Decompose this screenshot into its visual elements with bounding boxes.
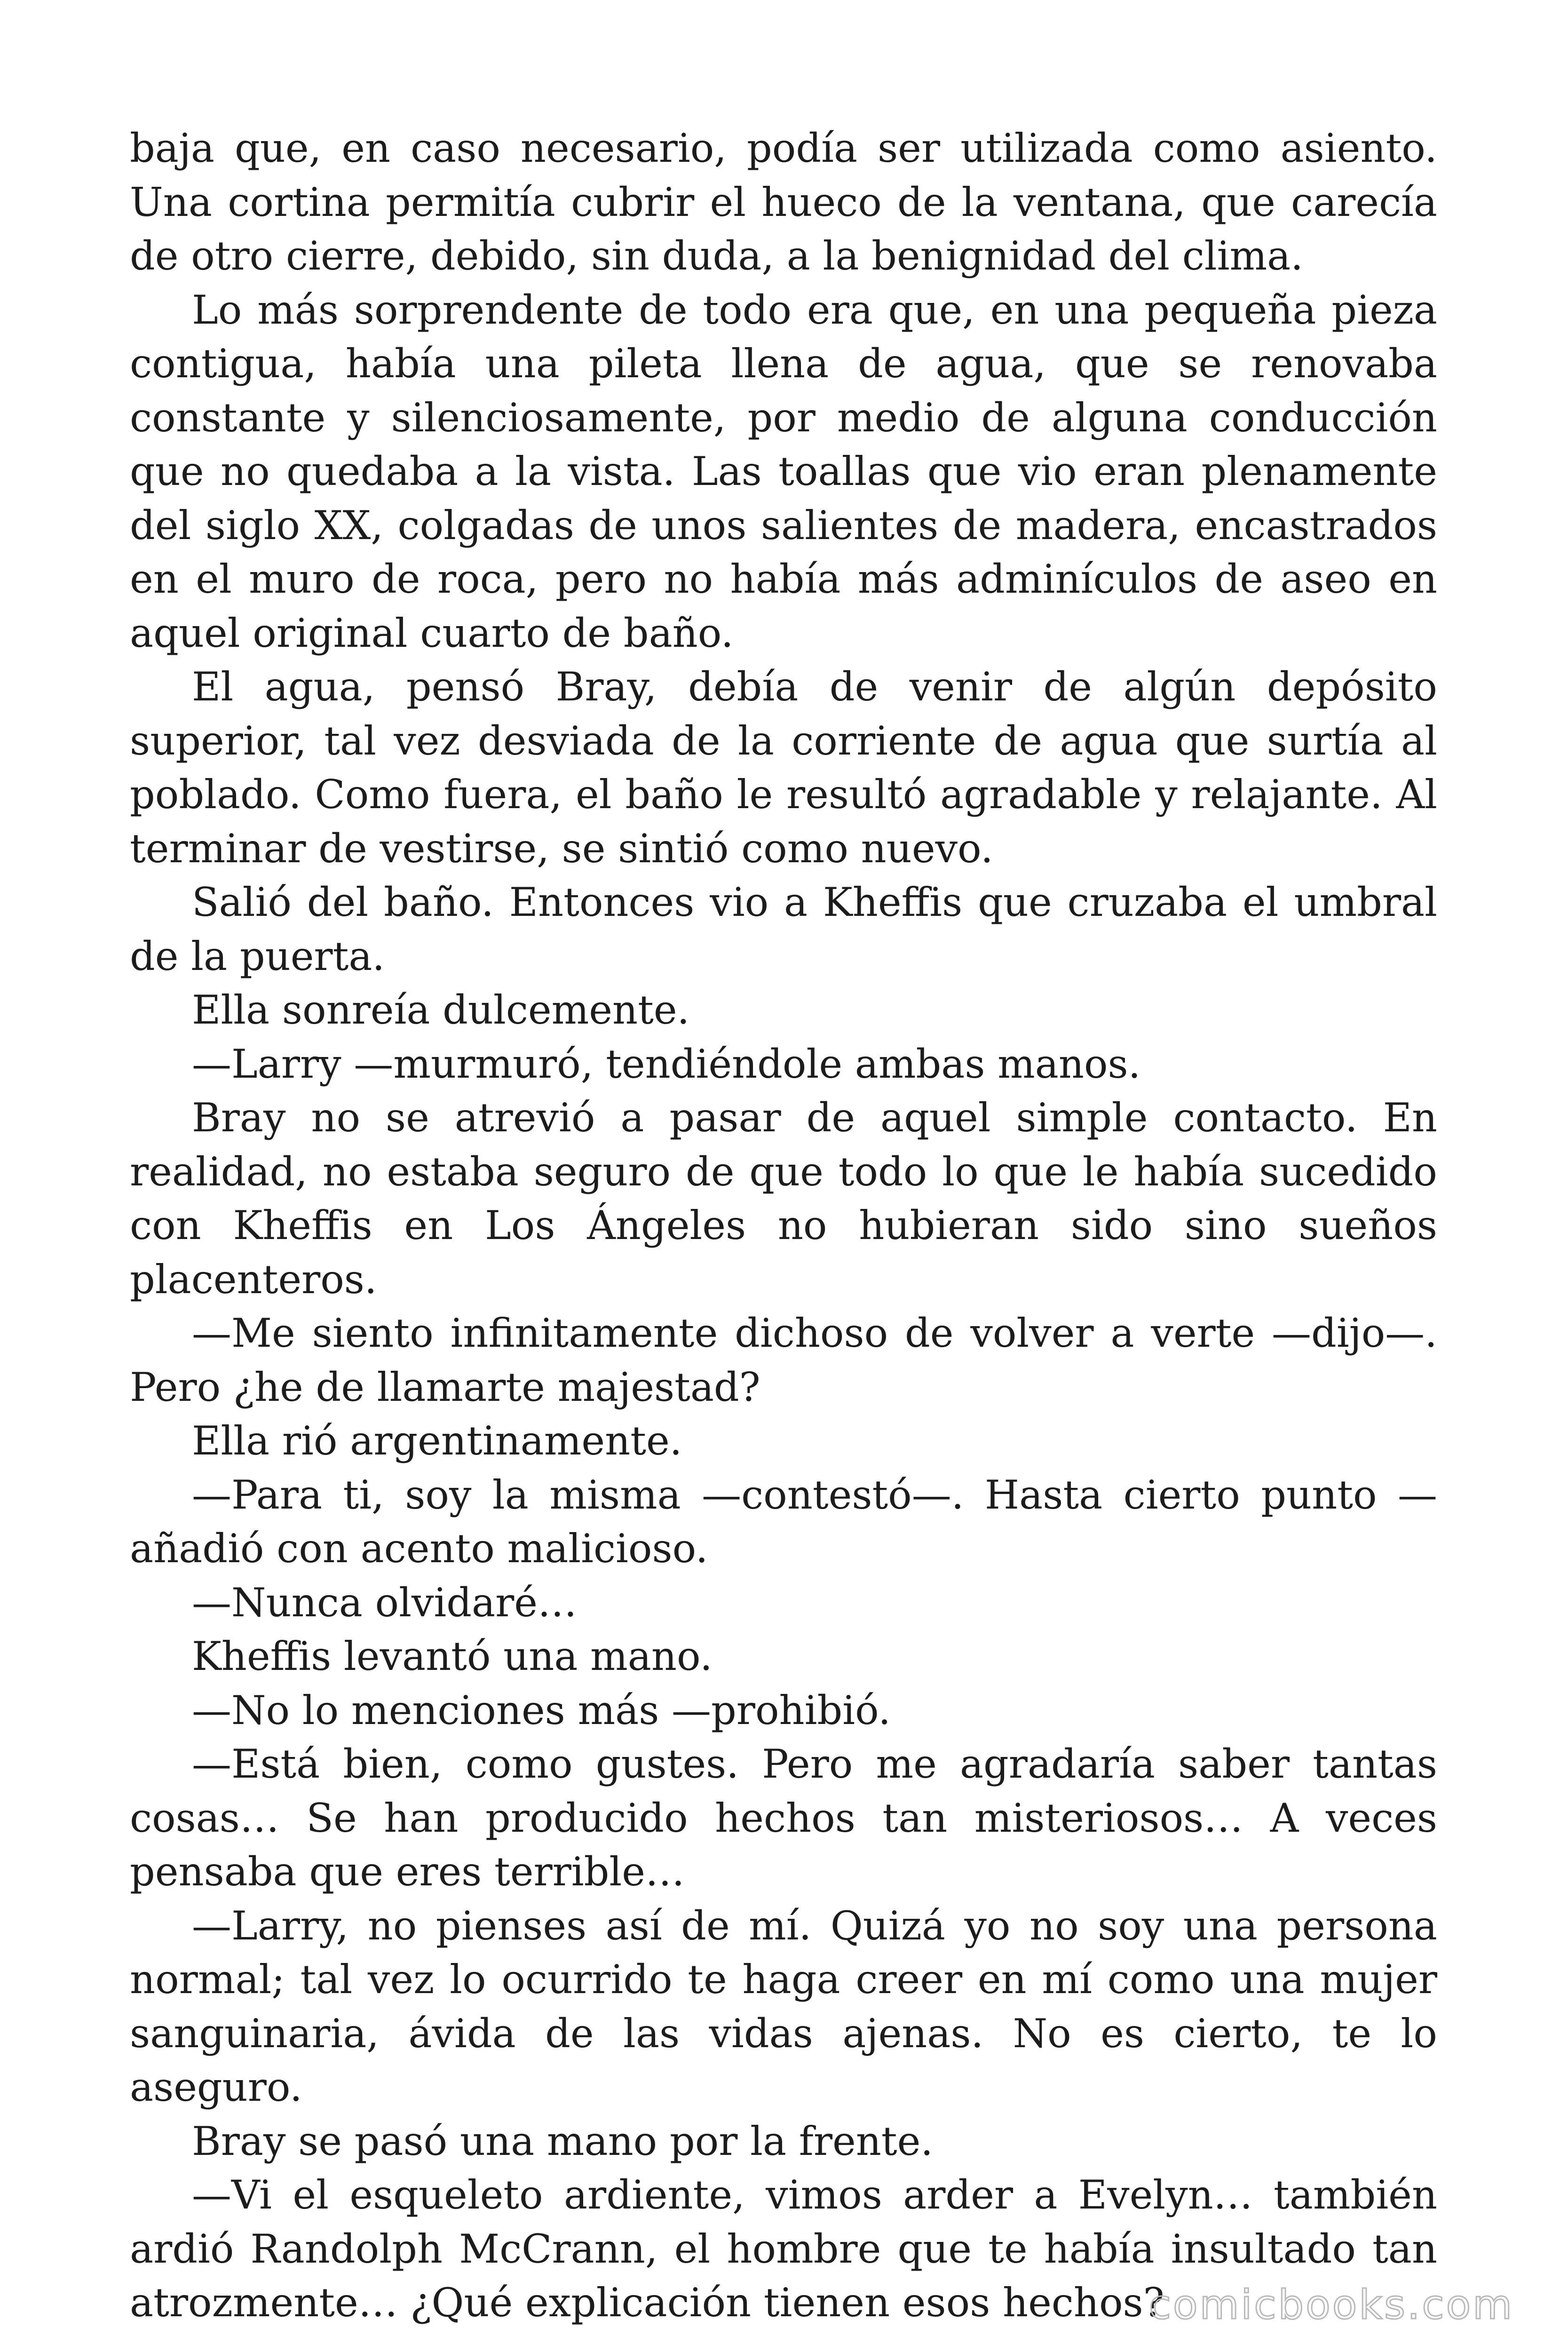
paragraph: —Está bien, como gustes. Pero me agradaría saber tantas cosas… Se han producido hechos tan misteriosos… A veces pensaba que eres terrible… (130, 1741, 1437, 1895)
paragraph: Ella rió argentinamente. (192, 1418, 682, 1464)
paragraph: Lo más sorprendente de todo era que, en una pequeña pieza contigua, había una pileta llena de agua, que se renovaba constante y silenciosamente, por medio de alguna conducción que no quedaba a la vista. Las toallas que vio eran plenamente del siglo XX, colgadas de unos salientes de madera, encastrados en el muro de roca, pero no había más adminículos de aseo en aquel original cuarto de baño. (130, 286, 1437, 656)
paragraph: —Me siento infinitamente dichoso de volver a verte —dijo—. Pero ¿he de llamarte majestad? (130, 1310, 1437, 1410)
paragraph: —No lo menciones más —prohibió. (192, 1687, 891, 1733)
paragraph: —Vi el esqueleto ardiente, vimos arder a Evelyn… también ardió Randolph McCrann, el hombre que te había insultado tan atrozmente… ¿Qué explicación tienen esos hechos? (130, 2172, 1437, 2326)
paragraph: Bray se pasó una mano por la frente. (192, 2118, 934, 2164)
paragraph: El agua, pensó Bray, debía de venir de algún depósito superior, tal vez desviada de la corriente de agua que surtía al poblado. Como fuera, el baño le resultó agradable y relajante. Al terminar de vestirse, se sintió como nuevo. (130, 664, 1437, 872)
paragraph: baja que, en caso necesario, podía ser utilizada como asiento. Una cortina permitía cubrir el hueco de la ventana, que carecía de otro cierre, debido, sin duda, a la benignidad del clima. (130, 125, 1437, 279)
paragraph: Ella sonreía dulcemente. (192, 987, 690, 1033)
paragraph: —Nunca olvidaré… (192, 1579, 577, 1626)
watermark-logo: comicbooks.com (1148, 2281, 1514, 2328)
paragraph: —Para ti, soy la misma —contestó—. Hasta cierto punto —añadió con acento malicioso. (130, 1471, 1437, 1572)
paragraph: —Larry —murmuró, tendiéndole ambas manos. (192, 1041, 1141, 1087)
paragraph: Bray no se atrevió a pasar de aquel simple contacto. En realidad, no estaba seguro de que todo lo que le había sucedido con Kheffis en Los Ángeles no hubieran sido sino sueños placenteros. (130, 1095, 1437, 1303)
paragraph: —Larry, no pienses así de mí. Quizá yo no soy una persona normal; tal vez lo ocurrido te haga creer en mí como una mujer sanguinaria, ávida de las vidas ajenas. No es cierto, te lo aseguro. (130, 1902, 1437, 2110)
paragraph: Kheffis levantó una mano. (192, 1633, 713, 1679)
paragraph: Salió del baño. Entonces vio a Kheffis que cruzaba el umbral de la puerta. (130, 879, 1437, 979)
body-text (130, 121, 1437, 2330)
